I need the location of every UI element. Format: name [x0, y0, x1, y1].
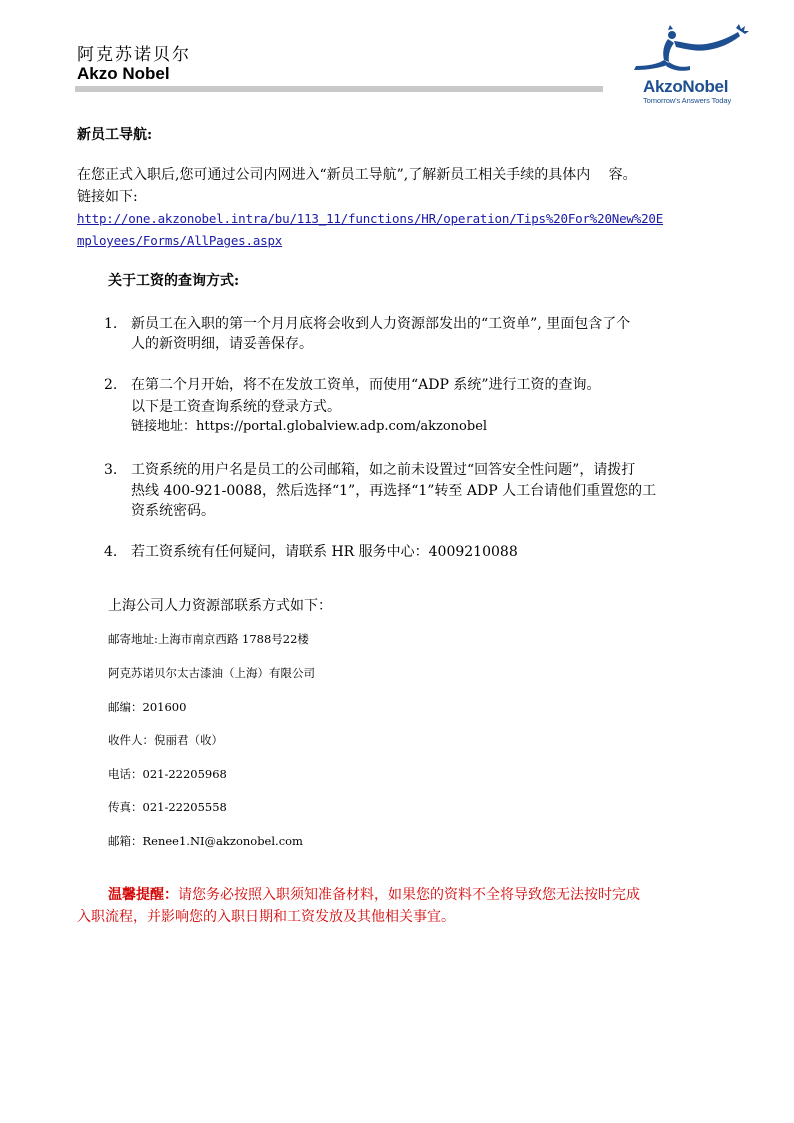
nav-link-url[interactable]: http://one.akzonobel.intra/bu/113_11/functions/HR/operation/Tips%20For%20New%20E	[77, 211, 664, 226]
list-item-text: 工资系统的用户名是员工的公司邮箱，如之前未设置过“回答安全性问题”，请拨打	[131, 462, 636, 478]
salary-section-title: 关于工资的查询方式:	[108, 273, 240, 289]
list-item-number: 1.	[104, 316, 118, 332]
reminder-line-1	[108, 884, 640, 906]
nav-section-text: 在您正式入职后,您可通过公司内网进入“新员工导航”,了解新员工相关手续的具体内 容。	[77, 167, 637, 183]
logo-tagline: Tomorrow's Answers Today	[643, 96, 732, 105]
nav-section-title: 新员工导航:	[77, 127, 153, 143]
list-item-text: 若工资系统有任何疑问，请联系 HR 服务中心：4009210088	[131, 544, 518, 560]
list-item-number: 3.	[104, 462, 118, 478]
header-company-cn: 阿克苏诺贝尔	[77, 45, 191, 65]
list-item-text: 资系统密码。	[131, 503, 215, 519]
list-item-text: 新员工在入职的第一个月月底将会收到人力资源部发出的“工资单”, 里面包含了个	[131, 316, 631, 332]
reminder-text: 请您务必按照入职须知准备材料，如果您的资料不全将导致您无法按时完成	[178, 887, 640, 903]
contact-email[interactable]: 邮箱：Renee1.NI@akzonobel.com	[108, 834, 303, 848]
reminder-line-2: 入职流程，并影响您的入职日期和工资发放及其他相关事宜。	[77, 909, 455, 925]
contact-phone: 电话：021-22205968	[108, 767, 227, 781]
list-item-number: 4.	[104, 544, 118, 560]
contact-fax: 传真：021-22205558	[108, 800, 227, 814]
list-item-text: 在第二个月开始，将不在发放工资单，而使用“ADP 系统”进行工资的查询。	[131, 377, 601, 393]
contact-address: 邮寄地址:上海市南京西路 1788号22楼	[108, 632, 309, 646]
contact-company: 阿克苏诺贝尔太古漆油（上海）有限公司	[108, 666, 315, 680]
list-item-number: 2.	[104, 377, 118, 393]
nav-link-label: 链接如下:	[77, 189, 138, 205]
contact-recipient: 收件人：倪丽君（收）	[108, 733, 223, 747]
list-item-text: 热线 400-921-0088，然后选择“1”，再选择“1”转至 ADP 人工台请他们重置您的工	[131, 483, 657, 499]
contact-postcode: 邮编：201600	[108, 700, 187, 714]
list-item-text: 以下是工资查询系统的登录方式。	[131, 399, 341, 415]
header-company-en: Akzo Nobel	[77, 64, 170, 83]
nav-link-url-continued[interactable]: mployees/Forms/AllPages.aspx	[77, 233, 283, 248]
logo-wordmark: AkzoNobel	[643, 77, 729, 96]
reminder-label: 温馨提醒：	[108, 887, 178, 903]
contact-title: 上海公司人力资源部联系方式如下：	[108, 598, 332, 614]
list-item-text: 人的新资明细，请妥善保存。	[131, 336, 313, 352]
header-divider	[75, 86, 603, 92]
adp-link-text[interactable]: 链接地址：https://portal.globalview.adp.com/akzonobel	[131, 419, 488, 434]
